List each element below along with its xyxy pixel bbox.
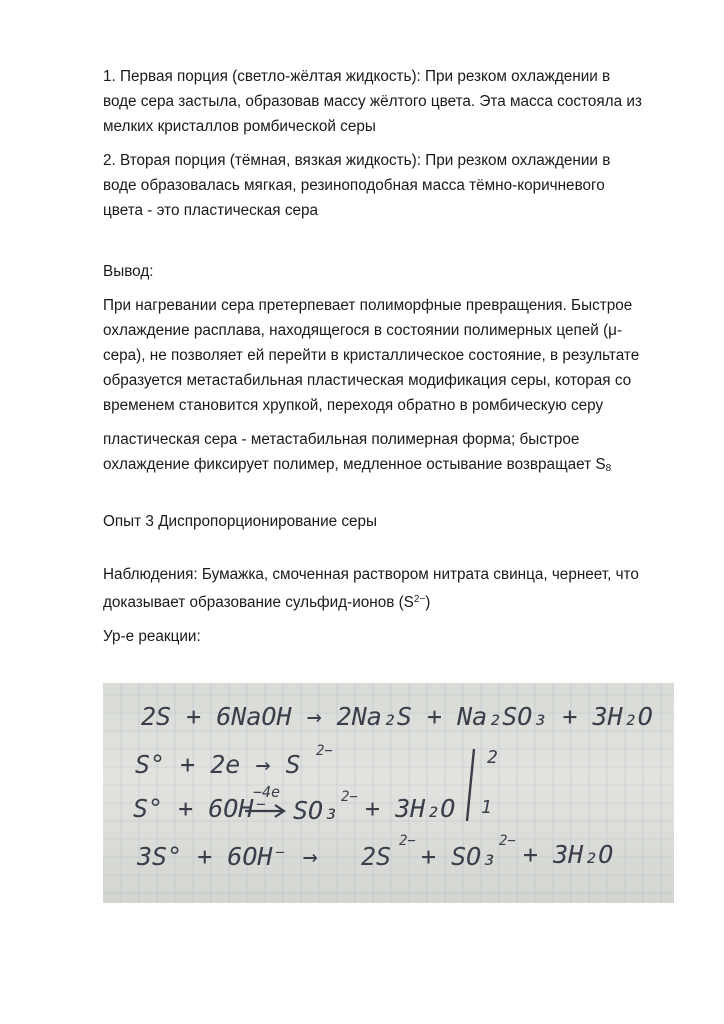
- equation-line-4-right: 2S: [361, 842, 392, 871]
- equation-line-2: S° + 2e → S: [135, 750, 301, 779]
- summary-text: [103, 427, 643, 481]
- document-body: [103, 64, 643, 649]
- reaction-label: Ур-е реакции:: [103, 628, 201, 645]
- observation-2: 2. Вторая порция (тёмная, вязкая жидкость): При резком охлаждении в воде образовалась мягкая, резиноподобная масса тёмно-коричневого цвета - это пластическая сера: [103, 152, 611, 219]
- equation-line-3-left: S° + 6OH⁻: [133, 794, 269, 823]
- coefficient-2: 2: [487, 747, 498, 768]
- handwriting-svg: [103, 683, 674, 903]
- equation-line-4-left: 3S° + 6OH⁻ →: [137, 842, 318, 871]
- conclusion-heading: Вывод:: [103, 263, 154, 280]
- observation-3-end: ): [425, 594, 431, 611]
- coefficient-1: 1: [481, 797, 492, 818]
- equation-line-2-charge: 2−: [316, 743, 333, 759]
- summary-main: пластическая сера - метастабильная полимерная форма; быстрое охлаждение фиксирует полимер, медленное остывание возвращает S: [103, 431, 606, 473]
- observation-3-charge: 2−: [413, 594, 426, 605]
- observation-1: 1. Первая порция (светло-жёлтая жидкость): При резком охлаждении в воде сера застыла, образовав массу жёлтого цвета. Эта масса состояла из мелких кристаллов ромбической серы: [103, 68, 642, 135]
- equation-line-3-charge: 2−: [341, 789, 358, 805]
- equation-line-4-tail: + 3H₂O: [523, 840, 614, 869]
- equation-line-3-electrons: −4e: [253, 783, 281, 801]
- equation-line-4-mid: + SO₃: [421, 842, 497, 871]
- observation-3-text: Наблюдения: Бумажка, смоченная раствором нитрата свинца, чернеет, что доказывает образование сульфид-ионов (S: [103, 566, 639, 611]
- equation-line-1: 2S + 6NaOH → 2Na₂S + Na₂SO₃ + 3H₂O: [141, 702, 653, 731]
- experiment-title: Опыт 3 Диспропорционирование серы: [103, 513, 378, 530]
- equation-line-3-tail: + 3H₂O: [365, 794, 456, 823]
- handwritten-equations-photo: [103, 683, 674, 903]
- equation-line-4-charge-2: 2−: [499, 833, 516, 849]
- summary-subscript: 8: [605, 463, 612, 474]
- conclusion-text: При нагревании сера претерпевает полиморфные превращения. Быстрое охлаждение расплава, находящегося в состоянии полимерных цепей (μ-сера), не позволяет ей перейти в кристаллическое состояние, в результате образуется метастабильная пластическая модификация серы, которая со временем становится хрупкой, переходя обратно в ромбическую серу: [103, 297, 640, 414]
- equation-line-4-charge: 2−: [399, 833, 416, 849]
- equation-line-3-right: SO₃: [293, 796, 339, 825]
- observation-3: [103, 562, 643, 615]
